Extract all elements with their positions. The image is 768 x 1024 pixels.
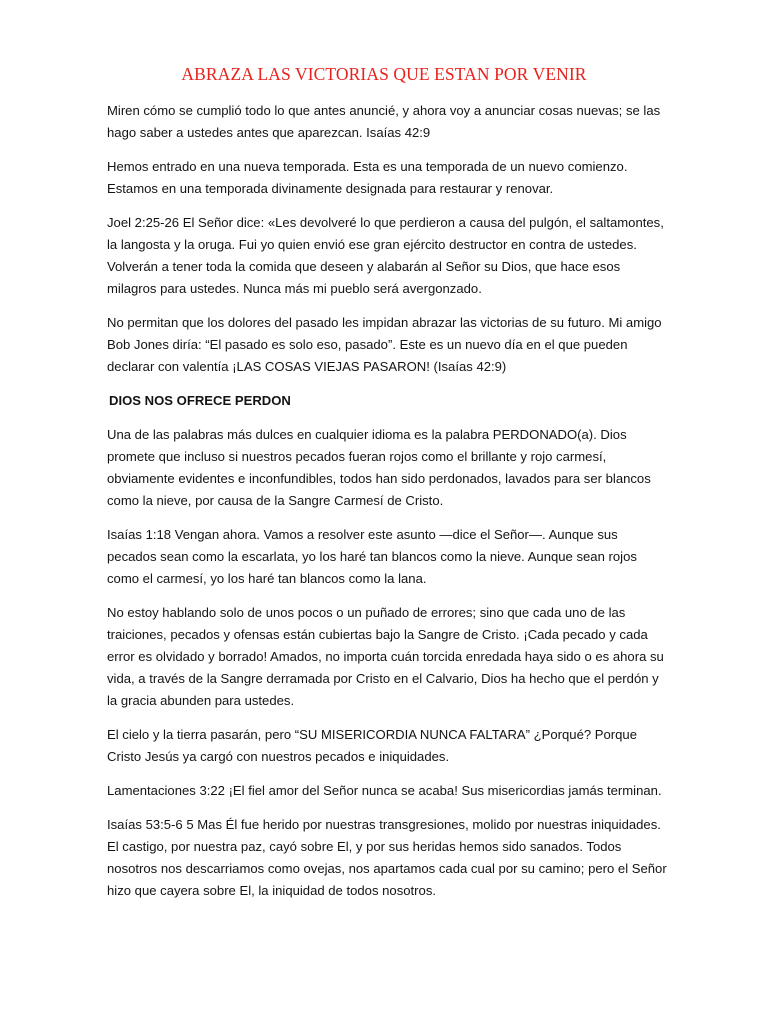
paragraph-joel: Joel 2:25-26 El Señor dice: «Les devolveré lo que perdieron a causa del pulgón, el saltamontes, la langosta y la oruga. Fui yo quien envió ese gran ejército destructor en contra de ustedes. Volverán a tener toda la comida que deseen y alabarán al Señor su Dios, que hace esos milagros para ustedes. Nunca más mi pueblo será avergonzado. (107, 215, 664, 296)
section-heading-perdon: DIOS NOS OFRECE PERDON (109, 393, 291, 408)
document-body (107, 100, 667, 914)
paragraph-misericordia: El cielo y la tierra pasarán, pero “SU MISERICORDIA NUNCA FALTARA” ¿Porqué? Porque Cristo Jesús ya cargó con nuestros pecados e iniquidades. (107, 727, 638, 764)
paragraph-errores: No estoy hablando solo de unos pocos o un puñado de errores; sino que cada uno de las traiciones, pecados y ofensas están cubiertas bajo la Sangre de Cristo. ¡Cada pecado y cada error es olvidado y borrado! Amados, no importa cuán torcida enredada haya sido o es ahora su vida, a través de la Sangre derramada por Cristo en el Calvario, Dios ha hecho que el perdón y la gracia abunden para ustedes. (107, 605, 664, 708)
paragraph-dolores-del-pasado: No permitan que los dolores del pasado les impidan abrazar las victorias de su futuro. Mi amigo Bob Jones diría: “El pasado es solo eso, pasado”. Este es un nuevo día en el que pueden declarar con valentía ¡LAS COSAS VIEJAS PASARON! (Isaías 42:9) (107, 315, 662, 374)
document-title: ABRAZA LAS VICTORIAS QUE ESTAN POR VENIR (181, 64, 587, 84)
paragraph-lamentaciones: Lamentaciones 3:22 ¡El fiel amor del Señor nunca se acaba! Sus misericordias jamás terminan. (107, 783, 662, 798)
paragraph-perdonado: Una de las palabras más dulces en cualquier idioma es la palabra PERDONADO(a). Dios promete que incluso si nuestros pecados fueran rojos como el brillante y rojo carmesí, obviamente evidentes e inconfundibles, todos han sido perdonados, lavados para ser blancos como la nieve, por causa de la Sangre Carmesí de Cristo. (107, 427, 651, 508)
paragraph-isaias-42-9: Miren cómo se cumplió todo lo que antes anuncié, y ahora voy a anunciar cosas nuevas; se las hago saber a ustedes antes que aparezcan. Isaías 42:9 (107, 103, 661, 140)
paragraph-nueva-temporada: Hemos entrado en una nueva temporada. Esta es una temporada de un nuevo comienzo. Estamos en una temporada divinamente designada para restaurar y renovar. (107, 159, 628, 196)
paragraph-isaias-1-18: Isaías 1:18 Vengan ahora. Vamos a resolver este asunto —dice el Señor—. Aunque sus pecados sean como la escarlata, yo los haré tan blancos como la nieve. Aunque sean rojos como el carmesí, yo los haré tan blancos como la lana. (107, 527, 637, 586)
paragraph-isaias-53: Isaías 53:5-6 5 Mas Él fue herido por nuestras transgresiones, molido por nuestras iniquidades. El castigo, por nuestra paz, cayó sobre El, y por sus heridas hemos sido sanados. Todos nosotros nos descarriamos como ovejas, nos apartamos cada cual por su camino; pero el Señor hizo que cayera sobre El, la iniquidad de todos nosotros. (107, 817, 667, 898)
